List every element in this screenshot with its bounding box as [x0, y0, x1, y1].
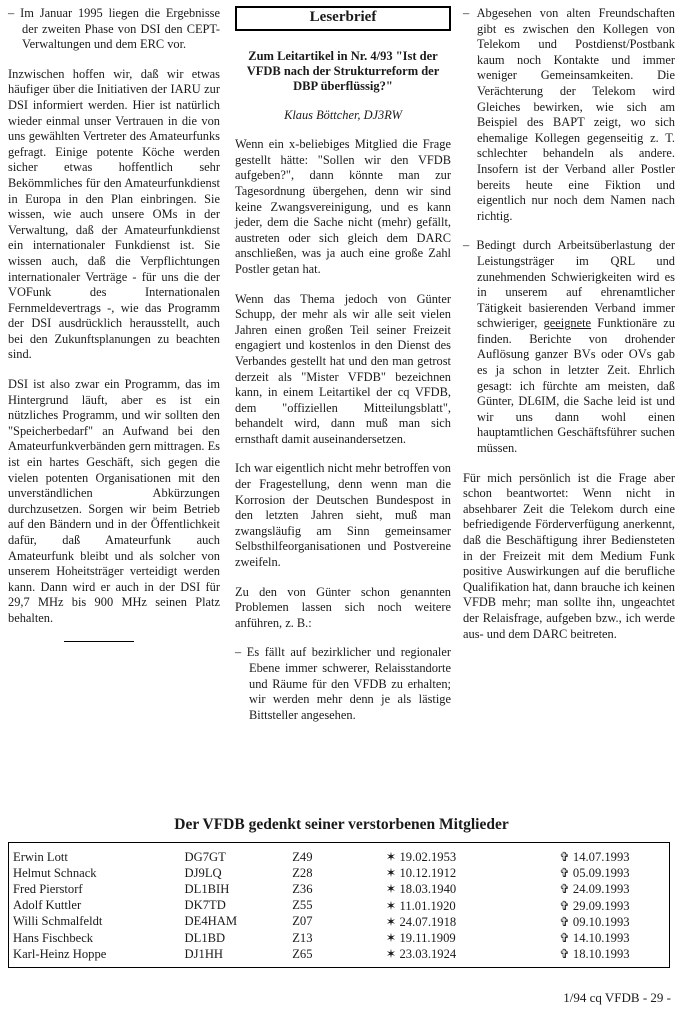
member-name: Helmut Schnack [13, 865, 97, 880]
member-died: ✞ 14.10.1993 [559, 931, 630, 946]
member-name: Willi Schmalfeldt [13, 914, 103, 929]
article-column-right [463, 6, 675, 656]
member-name: Hans Fischbeck [13, 930, 94, 945]
memorial-title: Der VFDB gedenkt seiner verstorbenen Mitglieder [174, 816, 509, 833]
paragraph: – Im Januar 1995 liegen die Ergebnisse der zweiten Phase von DSI den CEPT-Verwaltungen und dem ERC vor. [8, 6, 220, 52]
member-born: ✶ 18.03.1940 [385, 882, 457, 897]
paragraph: DSI ist also zwar ein Programm, das im Hintergrund läuft, aber es ist ein nützliches Programm, und wir sollten den "Speicherbedarf" an Aufwand bei den Amateurfunkverbänden gern mittragen. Es ist ein hartes Geschäft, sich gegen die vielen potenten Organisationen mit den unverständlichen Abkürzungen durchzusetzen. Sorgen wir beim Betrieb auf den Bändern und in der Öffentlichkeit dafür, daß Amateurfunk auch Amateurfunk bleibt und als solcher von unserem Hoheitsträger verteidigt werden kann. Dann wird er auch in der DSI für 29,7 MHz bis 900 MHz seinen Platz behalten. [8, 377, 220, 625]
member-born: ✶ 11.01.1920 [385, 898, 456, 913]
member-callsign: DE4HAM [184, 914, 238, 929]
end-rule [64, 641, 134, 642]
memorial-table [13, 849, 669, 962]
page-footer: 1/94 cq VFDB - 29 - [563, 990, 671, 1005]
paragraph: Wenn das Thema jedoch von Günter Schupp, der mehr als wir alle seit vielen Jahren einen großen Teil seiner Freizeit engagiert und kostenlos in den Dienst des Verbandes gestellt hat und den man getrost derzeit als "Mister VFDB" bezeichnen kann, in einem Leitartikel der cq VFDB, dem "offiziellen Mitteilungsblatt", behandelt wird, dann muß man sich ernsthaft damit auseinandersetzen. [235, 291, 451, 446]
text-run: Funktionäre zu finden. Berichte von drohender Auflösung ganzer BVs oder OVs gab es ja schon in letzter Zeit. Ehrlich gesagt: ich fürchte am meisten, daß Günter, DL6IM, die Sache leid ist und wir uns dann wohl einen hauptamtlichen Geschäftsführer suchen müssen. [477, 316, 675, 456]
paragraph: Zu den von Günter schon genannten Problemen lassen sich noch weitere anführen, z. B.: [235, 584, 451, 630]
member-died: ✞ 14.07.1993 [559, 850, 630, 865]
paragraph: Wenn ein x-beliebiges Mitglied die Frage gestellt hätte: "Sollen wir den VFDB aufgeben?", dann könnte man zur Tagesordnung übergehen, denn wir sind keine Zwangsvereinigung, und es kann jeder, dem die Sache nicht (mehr) gefällt, austreten oder sich gleich dem DARC anschließen, was ja auch eine große Zahl Postler getan hat. [235, 137, 451, 276]
table-row [13, 914, 669, 930]
table-row [13, 881, 669, 897]
table-row [13, 898, 669, 914]
paragraph [463, 238, 675, 456]
member-dok: Z07 [292, 914, 313, 929]
member-dok: Z28 [292, 865, 313, 880]
member-callsign: DK7TD [184, 898, 226, 913]
member-born: ✶ 19.02.1953 [385, 850, 457, 865]
member-born: ✶ 19.11.1909 [385, 931, 456, 946]
member-died: ✞ 18.10.1993 [559, 947, 630, 962]
member-died: ✞ 09.10.1993 [559, 914, 630, 929]
letter-box-title: Leserbrief [235, 6, 451, 31]
member-name: Karl-Heinz Hoppe [13, 946, 107, 961]
underlined-word: geeignete [543, 316, 592, 331]
member-born: ✶ 23.03.1924 [385, 947, 457, 962]
paragraph: Für mich persönlich ist die Frage aber schon beantwortet: Wenn nicht in absehbarer Zeit die Telekom durch eine befriedigende Förderverfügung anerkennt, daß die Beschäftigung ihrer Bediensteten in der Freizeit mit dem Medium Funk positive Auswirkungen auf die berufliche Qualifikation hat, dann brauche ich keinen VFDB mehr; man sollte ihn, ungeachtet der Relaisfrage, aufgeben bzw., ich werde aus- und dem DARC beitreten. [463, 470, 675, 641]
paragraph: – Abgesehen von alten Freundschaften gibt es zwischen den Kollegen von Telekom und Postdienst/Postbank kaum noch Kontakte und immer weniger Gemeinsamkeiten. Die Verächterung der Telekom wird Gleiches bewirken, wie sich am Beispiel des BAPT zeigt, wo sich ehemalige Kollegen gegenseitig z. T. schlechter behandeln als andere. Insofern ist der Verband aller Postler bereits heute eine Fiktion und eigentlich nur noch dem Namen nach richtig. [463, 6, 675, 223]
letter-author: Klaus Böttcher, DJ3RW [284, 107, 402, 122]
paragraph: – Es fällt auf bezirklicher und regionaler Ebene immer schwerer, Relaisstandorte und Räume für den VFDB zu erhalten; wir werden mehr denn je als lästige Bittsteller angesehen. [235, 645, 451, 722]
letter-column [235, 6, 451, 737]
member-dok: Z65 [292, 946, 313, 961]
table-row [13, 946, 669, 962]
member-died: ✞ 24.09.1993 [559, 882, 630, 897]
member-name: Adolf Kuttler [13, 898, 82, 913]
memorial-box [8, 842, 670, 968]
table-row [13, 865, 669, 881]
member-died: ✞ 05.09.1993 [559, 866, 630, 881]
article-column-left [8, 6, 220, 642]
member-callsign: DL1BIH [184, 881, 230, 896]
member-born: ✶ 10.12.1912 [385, 866, 457, 881]
member-name: Fred Pierstorf [13, 881, 83, 896]
paragraph: Inzwischen hoffen wir, daß wir etwas häufiger über die Initiativen der IARU zur DSI informiert werden. Hier ist natürlich wieder einmal unser Vertrauen in die von uns gewählten Vertreter des Amateurfunks gefragt. Einige potente Köche werden sicher etwas hoffentlich sehr Bekömmliches für den Amateurfunkdienst in Europa in den Plan einbringen. Sie wissen, wie auch unsere OMs in der Verwaltung, daß der Amateurfunkdienst ein internationaler Funkdienst ist. Sie wissen auch, daß die Verpflichtungen internationaler Verträge - für uns die der VOFunk des Internationalen Fernmeldevertrags -, wie das Programm der DSI ausdrücklich herausstellt, auch bei den Zukunftsplanungen zu beachten sind. [8, 66, 220, 362]
member-callsign: DJ1HH [184, 946, 224, 961]
member-died: ✞ 29.09.1993 [559, 898, 630, 913]
member-dok: Z55 [292, 898, 313, 913]
paragraph: Ich war eigentlich nicht mehr betroffen von der Fragestellung, denn wenn man die Korrosion der Deutschen Bundespost in den letzten Jahren sieht, muß man zwangsläufig am Sinn gemeinsamer Selbsthilfeorganisationen und Postvereine zweifeln. [235, 461, 451, 570]
member-dok: Z49 [292, 849, 313, 864]
table-row [13, 849, 669, 865]
member-callsign: DG7GT [184, 849, 226, 864]
member-name: Erwin Lott [13, 849, 68, 864]
member-callsign: DJ9LQ [184, 865, 222, 880]
letter-headline: Zum Leitartikel in Nr. 4/93 "Ist der VFDB nach der Strukturreform der DBP überflüssig?" [246, 48, 440, 93]
member-dok: Z36 [292, 881, 313, 896]
member-dok: Z13 [292, 930, 313, 945]
member-born: ✶ 24.07.1918 [385, 914, 457, 929]
table-row [13, 930, 669, 946]
member-callsign: DL1BD [184, 930, 226, 945]
text-run: – Bedingt durch Arbeitsüberlastung der Leistungsträger im QRL und zunehmenden Schwierigkeiten wird es in unserem auf ehrenamtlicher Tätigkeit basierenden Verband immer schwieriger, [463, 238, 675, 331]
